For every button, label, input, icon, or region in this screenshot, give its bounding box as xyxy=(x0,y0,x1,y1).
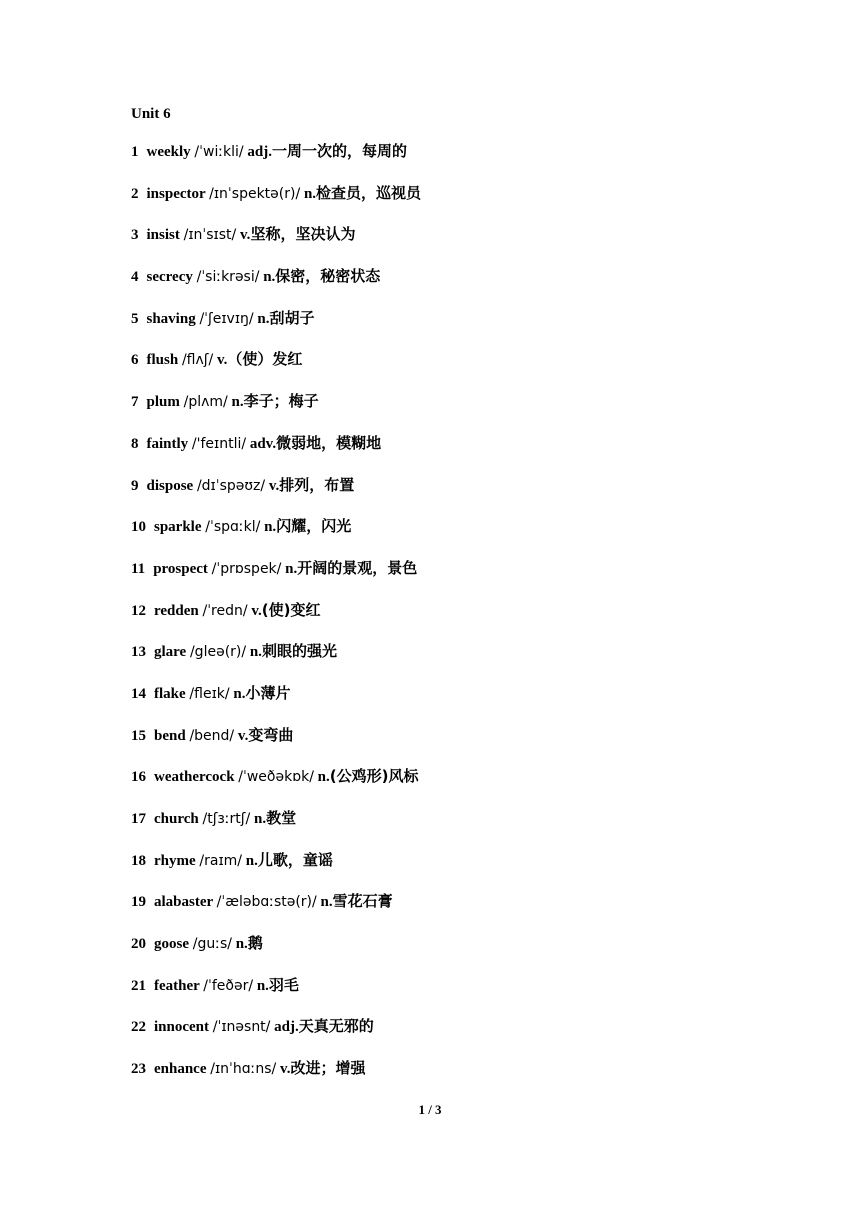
vocab-entry xyxy=(131,433,771,475)
entry-word: rhyme xyxy=(154,852,196,869)
entry-phonetic: /ˈʃeɪvɪŋ/ xyxy=(199,310,254,327)
entry-meaning: 改进；增强 xyxy=(290,1059,366,1078)
entry-part-of-speech: n. xyxy=(253,811,267,827)
entry-meaning: 刺眼的强光 xyxy=(261,642,337,661)
entry-meaning: (使)变红 xyxy=(261,600,321,619)
entry-word: flake xyxy=(154,685,186,702)
vocabulary-list xyxy=(131,141,771,1100)
vocab-entry xyxy=(131,891,771,933)
vocab-entry xyxy=(131,183,771,225)
entry-phonetic: /ˈprɒspek/ xyxy=(211,560,282,577)
entry-phonetic: /fleɪk/ xyxy=(189,685,230,702)
entry-meaning: 小薄片 xyxy=(245,683,291,702)
entry-phonetic: /ˈæləbɑːstə(r)/ xyxy=(216,894,317,911)
vocab-entry xyxy=(131,600,771,642)
entry-number: 12 xyxy=(131,602,146,619)
entry-word: bend xyxy=(154,727,186,744)
entry-number: 23 xyxy=(131,1061,146,1078)
entry-meaning: 开阔的景观，景色 xyxy=(297,558,418,577)
entry-part-of-speech: v. xyxy=(268,477,280,494)
entry-meaning: 排列，布置 xyxy=(279,475,355,494)
entry-number: 13 xyxy=(131,644,146,661)
entry-number: 16 xyxy=(131,769,146,786)
vocab-entry xyxy=(131,1016,771,1058)
entry-part-of-speech: n. xyxy=(285,560,298,577)
entry-number: 7 xyxy=(131,394,139,411)
entry-meaning: (公鸡形)风标 xyxy=(329,767,419,786)
entry-phonetic: /ˈfeðər/ xyxy=(203,977,254,994)
vocab-entry xyxy=(131,683,771,725)
entry-word: insist xyxy=(146,227,180,244)
entry-part-of-speech: v. xyxy=(280,1061,291,1078)
entry-word: enhance xyxy=(154,1061,207,1078)
entry-phonetic: /ɪnˈspektə(r)/ xyxy=(209,185,301,202)
entry-number: 5 xyxy=(131,310,139,327)
vocab-entry xyxy=(131,391,771,433)
vocab-entry xyxy=(131,641,771,683)
entry-part-of-speech: n. xyxy=(235,936,248,953)
entry-phonetic: /ˈweðəkɒk/ xyxy=(238,769,314,786)
entry-meaning: 微弱地，模糊地 xyxy=(276,433,382,452)
vocab-entry xyxy=(131,808,771,850)
entry-number: 22 xyxy=(131,1019,146,1036)
entry-word: prospect xyxy=(153,560,208,577)
entry-part-of-speech: n. xyxy=(231,394,244,411)
entry-phonetic: /plʌm/ xyxy=(183,394,228,411)
entry-part-of-speech: n. xyxy=(257,310,270,327)
entry-part-of-speech: adj. xyxy=(274,1019,299,1036)
entry-phonetic: /ˈsiːkrəsi/ xyxy=(196,269,260,286)
entry-phonetic: /bend/ xyxy=(189,727,235,744)
entry-meaning: 教堂 xyxy=(266,809,297,827)
entry-meaning: 刮胡子 xyxy=(269,308,315,327)
unit-title: Unit 6 xyxy=(131,106,171,122)
entry-part-of-speech: n. xyxy=(317,769,330,786)
entry-meaning: 李子；梅子 xyxy=(243,392,319,411)
entry-meaning: （使）发红 xyxy=(227,350,303,369)
entry-phonetic: /'feɪntli/ xyxy=(191,435,247,452)
entry-meaning: 鹅 xyxy=(247,934,263,953)
entry-phonetic: /ɪnˈsɪst/ xyxy=(183,227,237,244)
entry-word: innocent xyxy=(154,1019,210,1036)
entry-meaning: 闪耀，闪光 xyxy=(276,517,352,536)
entry-number: 14 xyxy=(131,685,146,702)
entry-word: weekly xyxy=(146,144,191,160)
entry-number: 21 xyxy=(131,977,146,994)
entry-number: 9 xyxy=(131,477,139,494)
entry-meaning: 一周一次的，每周的 xyxy=(272,142,408,160)
entry-number: 11 xyxy=(131,560,146,577)
entry-number: 19 xyxy=(131,894,146,911)
entry-word: dispose xyxy=(146,477,194,494)
entry-number: 2 xyxy=(131,185,139,202)
vocab-entry xyxy=(131,933,771,975)
entry-word: church xyxy=(154,811,199,827)
entry-number: 10 xyxy=(131,519,146,536)
entry-word: secrecy xyxy=(146,269,193,286)
entry-word: shaving xyxy=(146,310,196,327)
entry-phonetic: /dɪˈspəʊz/ xyxy=(196,477,266,494)
entry-meaning: 儿歌，童谣 xyxy=(257,850,333,869)
entry-word: plum xyxy=(146,394,180,411)
entry-part-of-speech: n. xyxy=(264,519,277,536)
vocab-entry xyxy=(131,725,771,767)
entry-number: 6 xyxy=(131,352,139,369)
entry-part-of-speech: n. xyxy=(256,977,269,994)
entry-phonetic: /gleə(r)/ xyxy=(189,644,247,661)
entry-number: 15 xyxy=(131,727,146,744)
entry-word: sparkle xyxy=(154,519,202,536)
entry-meaning: 变弯曲 xyxy=(248,725,294,744)
entry-word: alabaster xyxy=(154,894,213,911)
entry-part-of-speech: n. xyxy=(263,269,276,286)
vocab-entry xyxy=(131,516,771,558)
entry-meaning: 羽毛 xyxy=(268,975,299,994)
entry-word: feather xyxy=(154,977,200,994)
entry-word: goose xyxy=(154,936,189,953)
entry-phonetic: /raɪm/ xyxy=(199,852,243,869)
vocab-entry xyxy=(131,266,771,308)
vocab-entry xyxy=(131,766,771,808)
vocab-entry xyxy=(131,850,771,892)
entry-phonetic: /flʌʃ/ xyxy=(181,352,214,369)
entry-meaning: 保密，秘密状态 xyxy=(275,267,381,286)
entry-word: inspector xyxy=(146,185,206,202)
vocab-entry xyxy=(131,975,771,1017)
vocab-entry xyxy=(131,141,771,183)
entry-part-of-speech: v. xyxy=(216,352,228,369)
entry-phonetic: /ˈredn/ xyxy=(202,602,248,619)
entry-phonetic: /ˈɪnəsnt/ xyxy=(212,1019,271,1036)
entry-number: 17 xyxy=(131,811,146,827)
vocab-entry xyxy=(131,308,771,350)
entry-phonetic: /ɪnˈhɑːns/ xyxy=(210,1061,277,1078)
entry-part-of-speech: n. xyxy=(249,644,262,661)
entry-word: flush xyxy=(146,352,179,369)
entry-part-of-speech: n. xyxy=(303,185,317,202)
entry-word: faintly xyxy=(146,435,189,452)
entry-part-of-speech: n. xyxy=(320,894,333,911)
vocab-entry xyxy=(131,475,771,517)
entry-meaning: 天真无邪的 xyxy=(298,1017,374,1036)
entry-number: 3 xyxy=(131,227,139,244)
entry-part-of-speech: n. xyxy=(233,685,246,702)
entry-number: 18 xyxy=(131,852,146,869)
vocab-entry xyxy=(131,1058,771,1100)
entry-number: 20 xyxy=(131,936,146,953)
vocab-entry xyxy=(131,224,771,266)
entry-phonetic: /tʃɜːrtʃ/ xyxy=(202,811,251,827)
page-indicator: 1 / 3 xyxy=(418,1102,442,1117)
entry-phonetic: /guːs/ xyxy=(192,936,232,953)
entry-part-of-speech: v. xyxy=(237,727,249,744)
entry-meaning: 雪花石膏 xyxy=(332,892,393,911)
vocab-entry xyxy=(131,349,771,391)
entry-word: glare xyxy=(154,644,187,661)
entry-meaning: 检查员，巡视员 xyxy=(316,183,422,202)
entry-word: weathercock xyxy=(154,769,235,786)
entry-number: 1 xyxy=(131,144,139,160)
entry-part-of-speech: v. xyxy=(240,227,251,244)
vocab-entry xyxy=(131,558,771,600)
entry-part-of-speech: v. xyxy=(251,602,262,619)
entry-phonetic: /ˈwiːkli/ xyxy=(194,144,244,160)
entry-part-of-speech: adv. xyxy=(249,435,277,452)
entry-part-of-speech: adj. xyxy=(247,144,272,160)
entry-meaning: 坚称，坚决认为 xyxy=(250,225,356,244)
entry-number: 4 xyxy=(131,269,139,286)
entry-number: 8 xyxy=(131,435,139,452)
entry-part-of-speech: n. xyxy=(245,852,258,869)
entry-phonetic: /ˈspɑːkl/ xyxy=(205,519,261,536)
entry-word: redden xyxy=(154,602,199,619)
